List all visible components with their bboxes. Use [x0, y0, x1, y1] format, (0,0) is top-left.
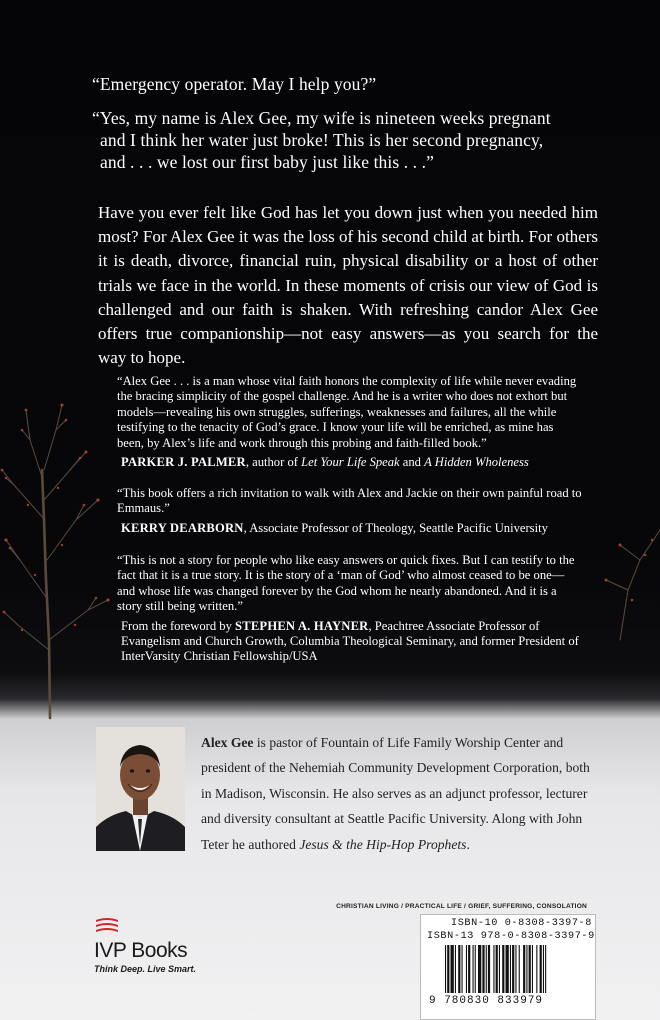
publisher-flag-icon: [94, 916, 120, 938]
barcode-bar: [515, 945, 516, 993]
endorser-role: , author of: [245, 455, 302, 470]
barcode-bar: [462, 945, 463, 993]
author-book-title: Jesus & the Hip-Hop Prophets: [299, 836, 467, 852]
barcode-bar: [473, 945, 474, 993]
barcode-bar: [536, 945, 537, 993]
subject-category: CHRISTIAN LIVING / PRACTICAL LIFE / GRIEF, SUFFERING, CONSOLATION: [336, 903, 587, 910]
barcode-bar: [543, 945, 544, 993]
barcode-bar: [488, 945, 490, 993]
endorsement: [117, 553, 582, 665]
book-description: Have you ever felt like God has let you down just when you needed him most? For Alex Gee it was the loss of his second child at birth. For others it is death, divorce, financial ruin, physical disability or a host of other trials we face in the world. In these moments of crisis our view of God is challenged and our faith is shaken. With refreshing candor Alex Gee offers true companionship—not easy answers—as you search for the way to hope.: [98, 203, 598, 368]
barcode-bar: [502, 945, 504, 993]
barcode-bar: [545, 945, 546, 993]
caller-quote-line: and I think her water just broke! This is her second pregnancy,: [100, 130, 544, 150]
barcode-bar: [478, 945, 481, 993]
barcode-bar: [447, 945, 449, 993]
isbn-10: ISBN-10 0-8308-3397-8: [451, 918, 592, 929]
endorsement-quote: “This book offers a rich invitation to walk with Alex and Jackie on their own painful road to Emmaus.”: [117, 486, 582, 516]
caller-quote-line: and . . . we lost our first baby just like this . . .”: [100, 152, 434, 172]
publisher-logo: [94, 916, 204, 976]
endorsement-attribution: [117, 455, 582, 470]
endorser-name: STEPHEN A. HAYNER: [235, 618, 369, 633]
publisher-tagline: Think Deep. Live Smart.: [94, 964, 197, 974]
barcode-bar: [486, 945, 487, 993]
endorsement-quote: “Alex Gee . . . is a man whose vital faith honors the complexity of life while never evading the bracing simplicity of the gospel challenge. And he is a writer who does not exhort but models—revealing his own struggles, sufferings, weaknesses and failures, all the while testifying to the tenacity of God’s grace. I know your life will be enriched, as mine has been, by Alex’s life and work through this probing and faith-filled book.”: [117, 374, 577, 450]
endorser-name: KERRY DEARBORN: [121, 520, 244, 535]
endorsement: [117, 486, 582, 536]
author-bio: [201, 730, 601, 857]
author-bio-end: .: [466, 836, 470, 852]
barcode-bar: [540, 945, 542, 993]
barcode-bar: [532, 945, 533, 993]
endorser-role: , Peachtree Associate Professor of Evangelism and Church Growth, Columbia Theological Seminary, and former President of InterVarsity Christian Fellowship/USA: [121, 618, 579, 664]
operator-quote: “Emergency operator. May I help you?”: [92, 74, 377, 94]
barcode-bar: [506, 945, 509, 993]
barcode-bar: [458, 945, 460, 993]
barcode-bar: [468, 945, 470, 993]
endorser-book-title: Let Your Life Speak: [301, 455, 400, 470]
barcode-bar: [445, 945, 446, 993]
barcode-bar: [512, 945, 514, 993]
barcode-bars: [445, 945, 589, 993]
author-photo: [96, 727, 185, 851]
endorser-prefix: From the foreword by: [121, 618, 236, 633]
isbn-barcode: [420, 914, 596, 1020]
barcode-bar: [482, 945, 484, 993]
endorser-book-title: A Hidden Wholeness: [424, 455, 529, 470]
barcode-bar: [455, 945, 456, 993]
endorser-role-joiner: and: [399, 455, 425, 470]
barcode-bar: [451, 945, 454, 993]
isbn-13: ISBN-13 978-0-8308-3397-9: [427, 931, 595, 942]
barcode-bar: [466, 945, 467, 993]
endorser-role: , Associate Professor of Theology, Seattle Pacific University: [243, 520, 548, 535]
barcode-bar: [493, 945, 494, 993]
endorsement: [117, 374, 582, 470]
barcode-bar: [529, 945, 531, 993]
barcode-digits: 9 780830 833979: [429, 995, 544, 1007]
barcode-bar: [519, 945, 520, 993]
barcode-bar: [496, 945, 498, 993]
endorser-name: PARKER J. PALMER: [121, 455, 246, 470]
barcode-bar: [526, 945, 527, 993]
publisher-name: IVP Books: [94, 939, 188, 962]
barcode-bar: [475, 945, 476, 993]
endorsement-attribution: [117, 619, 582, 665]
barcode-bar: [523, 945, 525, 993]
author-portrait-image: [96, 727, 185, 851]
author-name: Alex Gee: [201, 735, 254, 750]
endorsement-attribution: [117, 521, 582, 536]
caller-quote-line: “Yes, my name is Alex Gee, my wife is nineteen weeks pregnant: [92, 108, 551, 128]
author-bio-text: is pastor of Fountain of Life Family Worship Center and president of the Nehemiah Community Development Corporation, both in Madison, Wisconsin. He also serves as an adjunct professor, lecturer and diversity consultant at Seattle Pacific University. Along with John Teter he authored: [201, 735, 590, 852]
barcode-bar: [510, 945, 511, 993]
barcode-bar: [499, 945, 500, 993]
endorsement-quote: “This is not a story for people who like easy answers or quick fixes. But I can testify to the fact that it is a true story. It is the story of a ‘man of God’ who almost ceased to be one—and whose life was changed forever by the God whom he nearly abandoned. And it is a story still being written.”: [117, 553, 575, 614]
caller-quote: [92, 107, 612, 173]
